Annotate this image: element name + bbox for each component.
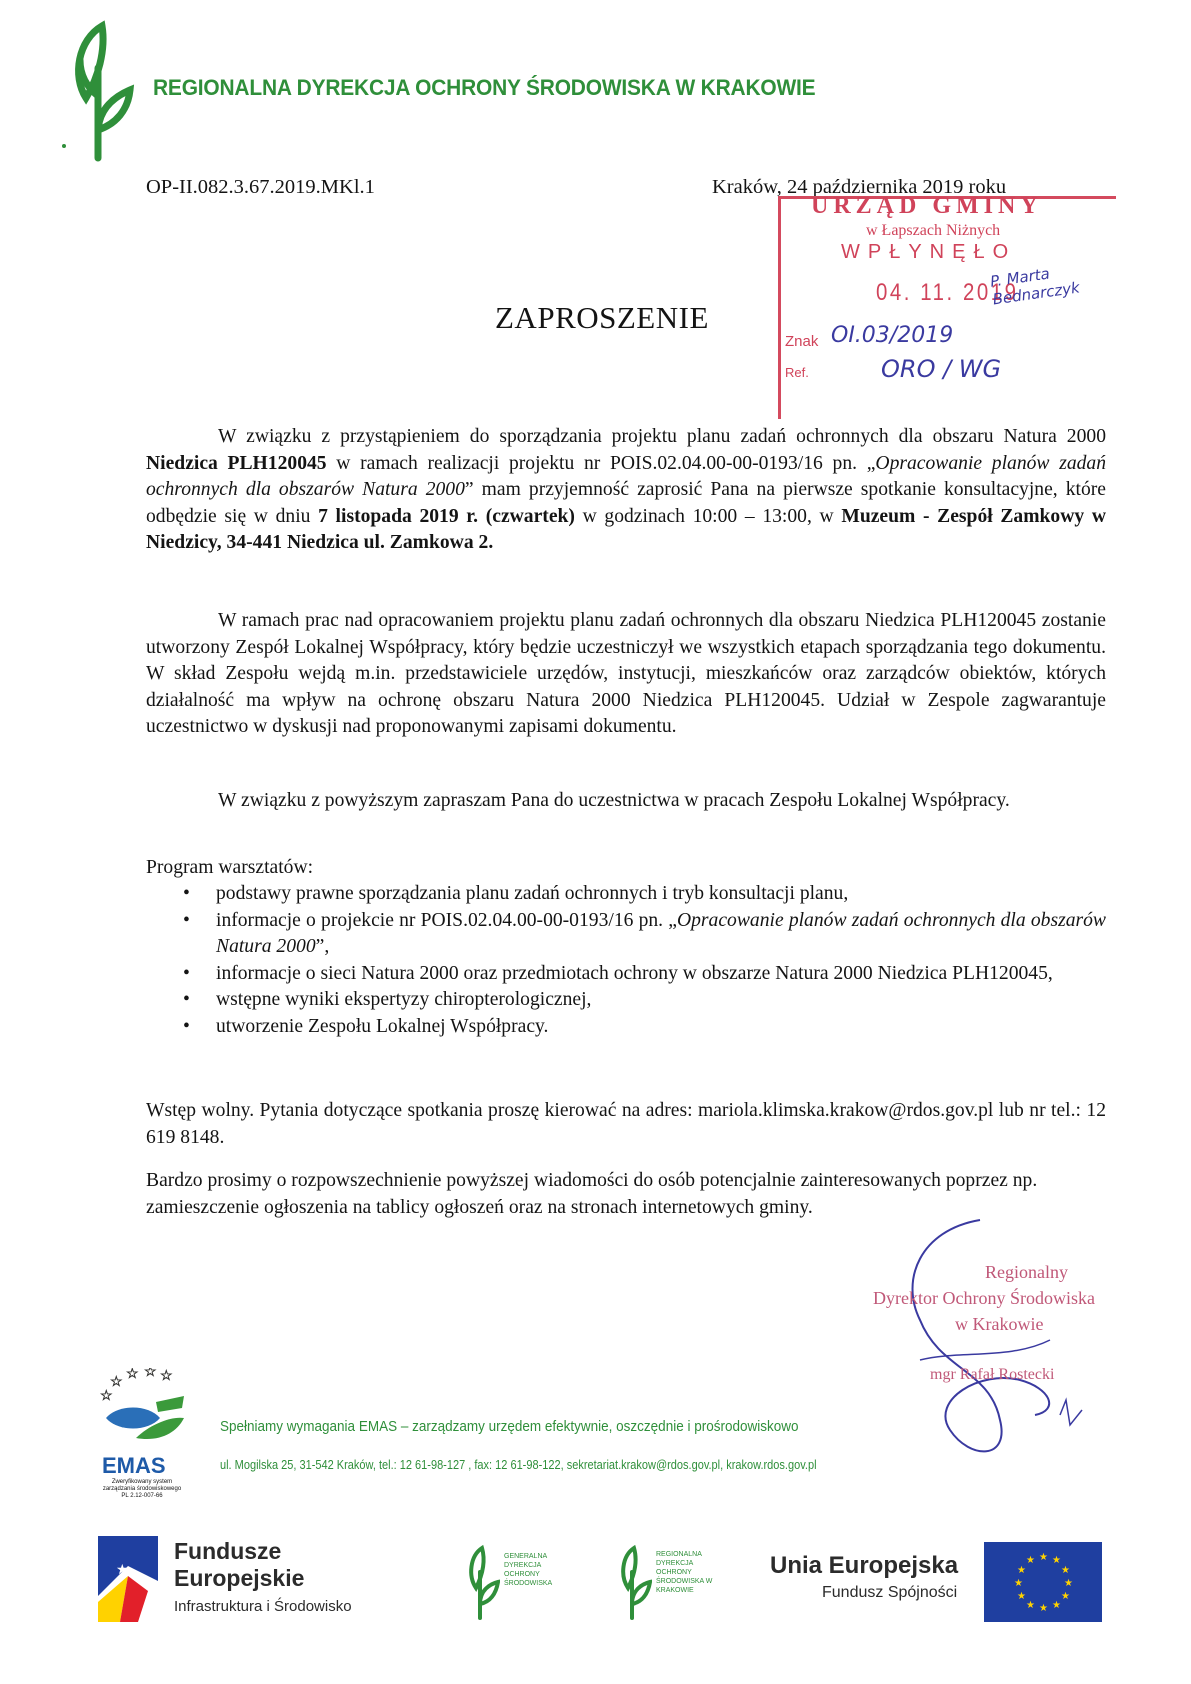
svg-text:★: ★ xyxy=(1026,1555,1035,1566)
p1-text-a: W związku z przystąpieniem do sporządzania projektu planu zadań ochronnych dla obszaru Natura 2000 xyxy=(218,426,1106,447)
svg-text:★: ★ xyxy=(1052,1555,1061,1566)
bullet-icon: • xyxy=(183,1015,190,1037)
svg-text:★: ★ xyxy=(1017,1591,1026,1602)
program-item xyxy=(146,908,1106,961)
fundusze-europejskie-logo xyxy=(98,1536,398,1626)
gdos-logo xyxy=(460,1544,570,1624)
svg-text:★: ★ xyxy=(1039,1603,1048,1614)
footer-address: ul. Mogilska 25, 31-542 Kraków, tel.: 12 61-98-127 , fax: 12 61-98-122, sekretariat.krakow@rdos.gov.pl, krakow.rdos.gov.pl xyxy=(220,1458,817,1472)
eu-label-line1: Unia Europejska xyxy=(770,1552,959,1579)
institution-name: REGIONALNA DYREKCJA OCHRONY ŚRODOWISKA W KRAKOWIE xyxy=(153,75,816,100)
p1-text-c: w ramach realizacji projektu nr POIS.02.04.00-00-0193/16 pn. „ xyxy=(326,452,876,474)
gdos-text: GENERALNA DYREKCJA OCHRONY ŚRODOWISKA xyxy=(504,1553,553,1587)
rdos-small-text: REGIONALNA DYREKCJA OCHRONY ŚRODOWISKA W KRAKOWIE xyxy=(656,1551,713,1594)
svg-text:★: ★ xyxy=(1017,1565,1026,1576)
svg-text:☆: ☆ xyxy=(144,1368,157,1380)
stamp-ref-value: ORO / WG xyxy=(881,355,1002,383)
paragraph-1 xyxy=(146,424,1106,557)
svg-text:☆: ☆ xyxy=(160,1369,173,1384)
svg-text:★: ★ xyxy=(1061,1591,1070,1602)
stamp-line1: URZĄD GMINY xyxy=(811,193,1043,219)
stamp-line2: w Łapszach Niżnych xyxy=(866,222,1001,239)
stamp-ref-label: Ref. xyxy=(785,365,809,380)
program-item-text: podstawy prawne sporządzania planu zadań ochronnych i tryb konsultacji planu, xyxy=(216,883,849,904)
program-item-text: wstępne wyniki ekspertyzy chiropterologicznej, xyxy=(216,989,592,1010)
program-item-text: utworzenie Zespołu Lokalnej Współpracy. xyxy=(216,1015,549,1037)
program-item-text: informacje o projekcie nr POIS.02.04.00-00-0193/16 pn. „ xyxy=(216,909,677,931)
p1-site-name: Niedzica PLH120045 xyxy=(146,452,327,474)
fe-line2: Europejskie xyxy=(174,1565,305,1591)
svg-text:☆: ☆ xyxy=(110,1375,123,1390)
program-item xyxy=(146,881,1106,908)
svg-text:★: ★ xyxy=(1061,1565,1070,1576)
signature-scribble xyxy=(860,1210,1120,1470)
footer-emas-line: Spełniamy wymagania EMAS – zarządzamy urzędem efektywnie, oszczędnie i prośrodowiskowo xyxy=(220,1418,799,1435)
bullet-icon: • xyxy=(183,909,190,931)
letter-date: Kraków, 24 października 2019 roku xyxy=(712,176,1007,198)
paragraph-request: Bardzo prosimy o rozpowszechnienie powyższej wiadomości do osób potencjalnie zainteresowanych poprzez np. zamieszczenie ogłoszenia na tablicy ogłoszeń oraz na stronach internetowych gminy. xyxy=(146,1170,1038,1218)
letter-reference: OP-II.082.3.67.2019.MKl.1 xyxy=(146,176,375,198)
stamp-date: 04. 11. 2019 xyxy=(876,279,1019,306)
rdos-small-logo xyxy=(612,1544,722,1624)
p1-text-e: ” mam przyjemność zaprosić Pana na pierwsze spotkanie konsultacyjne, które odbędzie się w dniu xyxy=(146,479,1107,527)
signature-line1: Regionalny xyxy=(985,1262,1068,1282)
p1-meeting-date: 7 listopada 2019 r. (czwartek) xyxy=(318,505,575,527)
signature-name: mgr Rafał Rostecki xyxy=(930,1366,1055,1383)
letter-title: ZAPROSZENIE xyxy=(495,300,709,335)
program-item-text: informacje o sieci Natura 2000 oraz przedmiotach ochrony w obszarze Natura 2000 Niedzica PLH120045, xyxy=(216,962,1053,984)
svg-text:★: ★ xyxy=(1026,1600,1035,1611)
paragraph-3: W związku z powyższym zapraszam Pana do uczestnictwa w pracach Zespołu Lokalnej Współpracy. xyxy=(218,790,1010,811)
paragraph-2: W ramach prac nad opracowaniem projektu planu zadań ochronnych dla obszaru Niedzica PLH120045 zostanie utworzony Zespół Lokalnej Współpracy, który będzie uczestniczył we wszystkich etapach sporządzania tego dokumentu. W skład Zespołu wejdą m.in. przedstawiciele urzędów, instytucji, mieszkańców oraz zarządców obiektów, których działalność ma wpływ na ochronę obszaru Natura 2000 Niedzica PLH120045. Udział w Zespole zagwarantuje uczestnictwo w dyskusji nad proponowanymi zapisami dokumentu. xyxy=(146,610,1106,737)
rdos-leaf-logo xyxy=(58,18,138,168)
svg-text:☆: ☆ xyxy=(100,1389,113,1404)
stamp-handwritten-note: P. Marta Bednarczyk xyxy=(989,264,1081,309)
emas-label: EMAS xyxy=(102,1453,166,1478)
incoming-stamp xyxy=(778,193,1116,419)
svg-text:★: ★ xyxy=(1014,1578,1023,1589)
signature-line2: Dyrektor Ochrony Środowiska xyxy=(873,1288,1095,1308)
svg-text:☆: ☆ xyxy=(126,1368,139,1382)
svg-text:★: ★ xyxy=(1064,1578,1073,1589)
p1-meeting-place: Muzeum - Zespół Zamkowy w Niedzicy, 34-441 Niedzica ul. Zamkowa 2. xyxy=(146,505,1106,553)
stamp-line3: WPŁYNĘŁO xyxy=(841,241,1017,263)
svg-text:★: ★ xyxy=(1039,1552,1048,1563)
fe-line3: Infrastruktura i Środowisko xyxy=(174,1598,352,1615)
program-item xyxy=(146,961,1106,988)
p1-text-g: w godzinach 10:00 – 13:00, w xyxy=(574,505,842,527)
fe-line1: Fundusze xyxy=(174,1538,282,1564)
emas-logo xyxy=(98,1368,190,1518)
stamp-znak-label: Znak xyxy=(785,333,819,350)
signature-line3: w Krakowie xyxy=(955,1314,1044,1334)
program-item xyxy=(146,987,1106,1014)
program-item xyxy=(146,1014,1106,1041)
eu-label-line2: Fundusz Spójności xyxy=(822,1584,958,1601)
svg-text:★: ★ xyxy=(116,1563,129,1578)
program-item-italic: Opracowanie planów zadań ochronnych dla obszarów Natura 2000 xyxy=(216,909,1106,957)
eu-flag-icon xyxy=(984,1542,1102,1622)
bullet-icon: • xyxy=(183,962,190,984)
bullet-icon: • xyxy=(183,883,190,904)
svg-text:★: ★ xyxy=(1052,1600,1061,1611)
emas-small-text: Zweryfikowany system zarządzania środowiskowego PL 2.12-007-66 xyxy=(102,1479,182,1499)
paragraph-contact: Wstęp wolny. Pytania dotyczące spotkania proszę kierować na adres: mariola.klimska.krakow@rdos.gov.pl lub nr tel.: 12 619 8148. xyxy=(146,1100,1106,1148)
program-heading: Program warsztatów: xyxy=(146,857,314,878)
program-list xyxy=(146,881,1106,1040)
p1-project-title: Opracowanie planów zadań ochronnych dla obszarów Natura 2000 xyxy=(146,452,1107,500)
program-item-tail: ”, xyxy=(315,936,330,957)
stamp-znak-value: OI.03/2019 xyxy=(831,323,954,348)
bullet-icon: • xyxy=(183,989,190,1010)
